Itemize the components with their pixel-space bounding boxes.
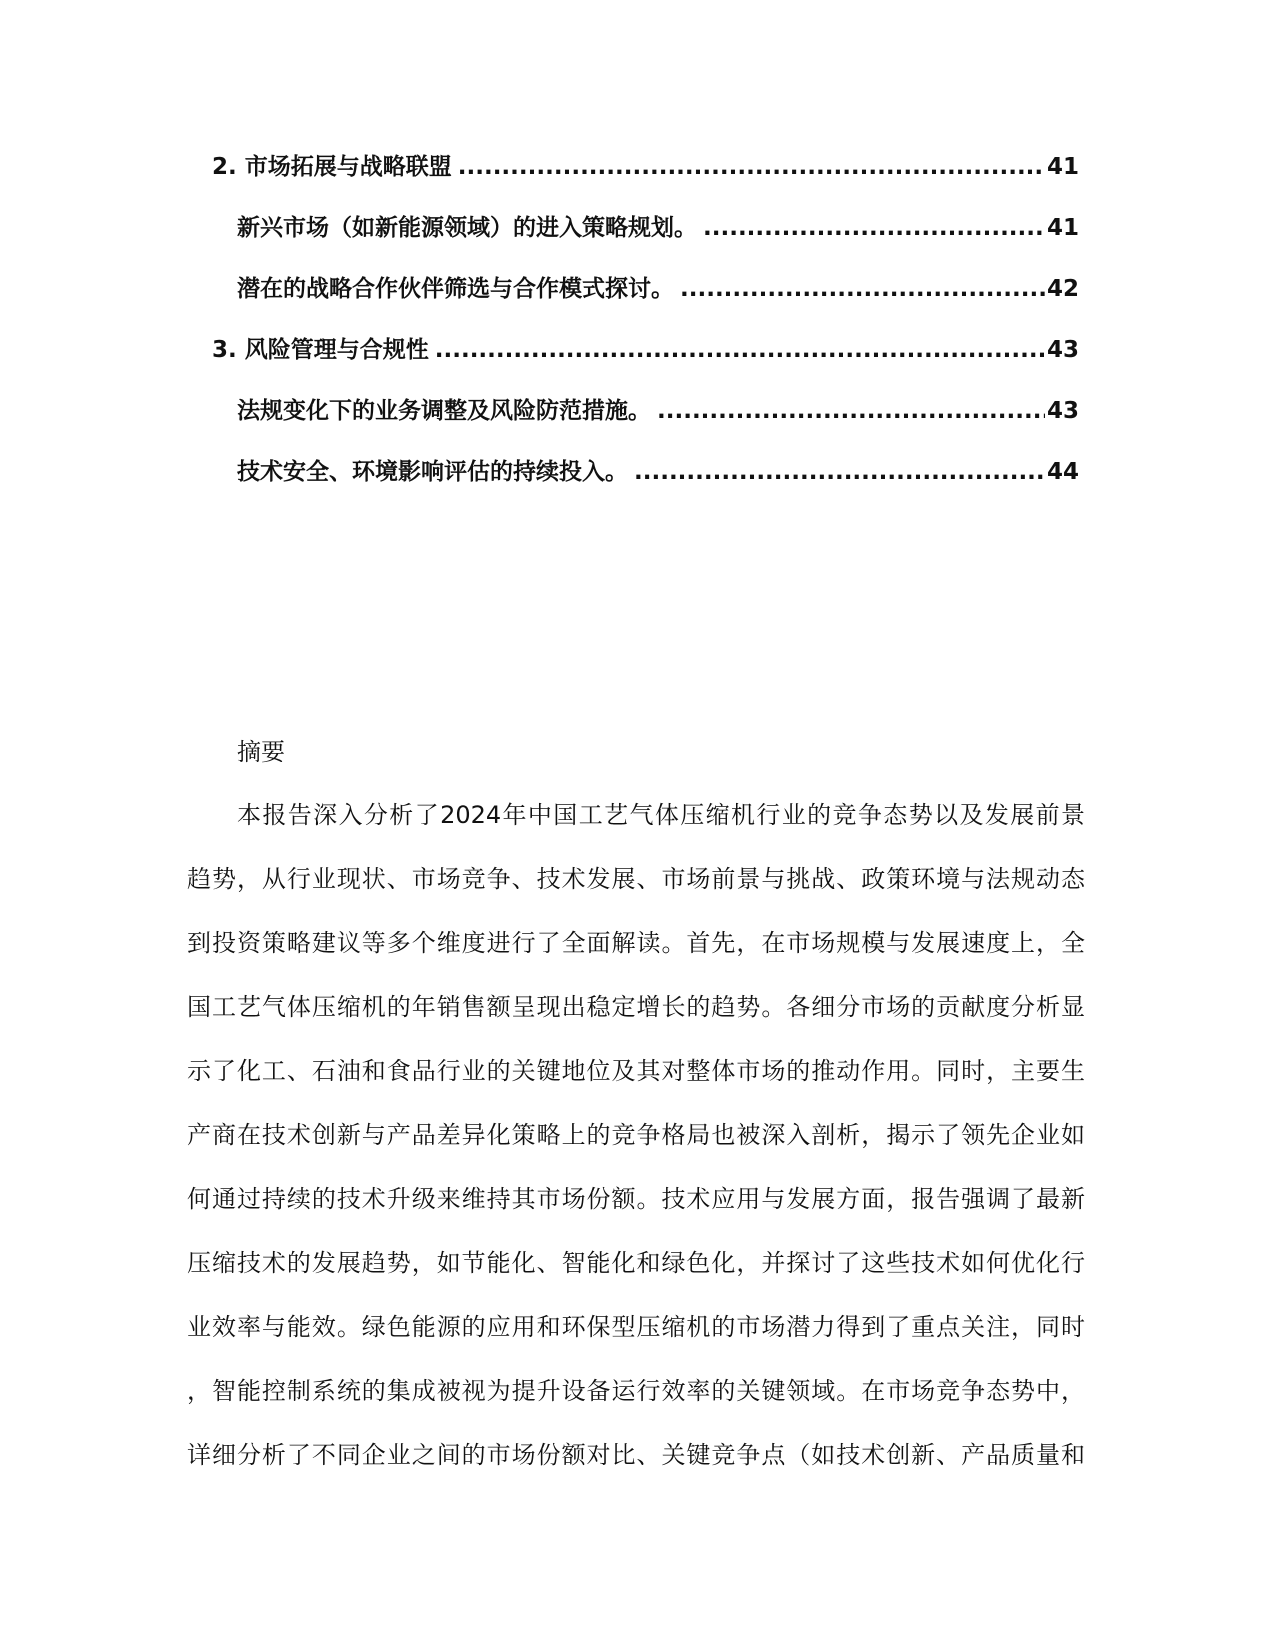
abstract-paragraph	[187, 783, 1085, 1487]
toc-entry-title: 潜在的战略合作伙伴筛选与合作模式探讨。	[237, 276, 674, 302]
toc-entry[interactable]	[237, 211, 1079, 245]
toc-leader-dots	[458, 150, 1045, 184]
toc-leader-dots	[680, 272, 1045, 306]
toc-entry[interactable]	[212, 150, 1079, 184]
toc-entry-page: 43	[1046, 398, 1079, 424]
toc-leader-dots	[435, 333, 1045, 367]
toc-entry[interactable]	[212, 333, 1079, 367]
toc-entry[interactable]	[237, 455, 1079, 489]
paragraph-line: 示了化工、石油和食品行业的关键地位及其对整体市场的推动作用。同时，主要生	[187, 1057, 1085, 1085]
paragraph-line: 业效率与能效。绿色能源的应用和环保型压缩机的市场潜力得到了重点关注，同时	[187, 1313, 1085, 1341]
paragraph-line: 详细分析了不同企业之间的市场份额对比、关键竞争点（如技术创新、产品质量和	[187, 1441, 1085, 1469]
toc-entry[interactable]	[237, 394, 1079, 428]
toc-entry-page: 42	[1046, 276, 1079, 302]
toc-entry-title: 3. 风险管理与合规性	[212, 337, 429, 363]
abstract-heading: 摘要	[237, 738, 285, 766]
toc-entry-title: 技术安全、环境影响评估的持续投入。	[237, 459, 628, 485]
paragraph-line: 本报告深入分析了2024年中国工艺气体压缩机行业的竞争态势以及发展前景	[237, 801, 1085, 829]
paragraph-line: ，智能控制系统的集成被视为提升设备运行效率的关键领域。在市场竞争态势中，	[187, 1377, 1085, 1405]
toc-leader-dots	[634, 455, 1045, 489]
paragraph-line: 压缩技术的发展趋势，如节能化、智能化和绿色化，并探讨了这些技术如何优化行	[187, 1249, 1085, 1277]
toc-entry-page: 43	[1046, 337, 1079, 363]
paragraph-line: 国工艺气体压缩机的年销售额呈现出稳定增长的趋势。各细分市场的贡献度分析显	[187, 993, 1085, 1021]
paragraph-line: 趋势，从行业现状、市场竞争、技术发展、市场前景与挑战、政策环境与法规动态	[187, 865, 1085, 893]
toc-entry-page: 44	[1046, 459, 1079, 485]
paragraph-line: 何通过持续的技术升级来维持其市场份额。技术应用与发展方面，报告强调了最新	[187, 1185, 1085, 1213]
toc-entry-title: 2. 市场拓展与战略联盟	[212, 154, 452, 180]
toc-entry-title: 新兴市场（如新能源领域）的进入策略规划。	[237, 215, 697, 241]
toc-entry-page: 41	[1046, 215, 1079, 241]
toc-entry[interactable]	[237, 272, 1079, 306]
paragraph-line: 产商在技术创新与产品差异化策略上的竞争格局也被深入剖析，揭示了领先企业如	[187, 1121, 1085, 1149]
toc-leader-dots	[703, 211, 1045, 245]
toc-entry-title: 法规变化下的业务调整及风险防范措施。	[237, 398, 651, 424]
toc-leader-dots	[657, 394, 1045, 428]
toc-entry-page: 41	[1046, 154, 1079, 180]
paragraph-line: 到投资策略建议等多个维度进行了全面解读。首先，在市场规模与发展速度上，全	[187, 929, 1085, 957]
